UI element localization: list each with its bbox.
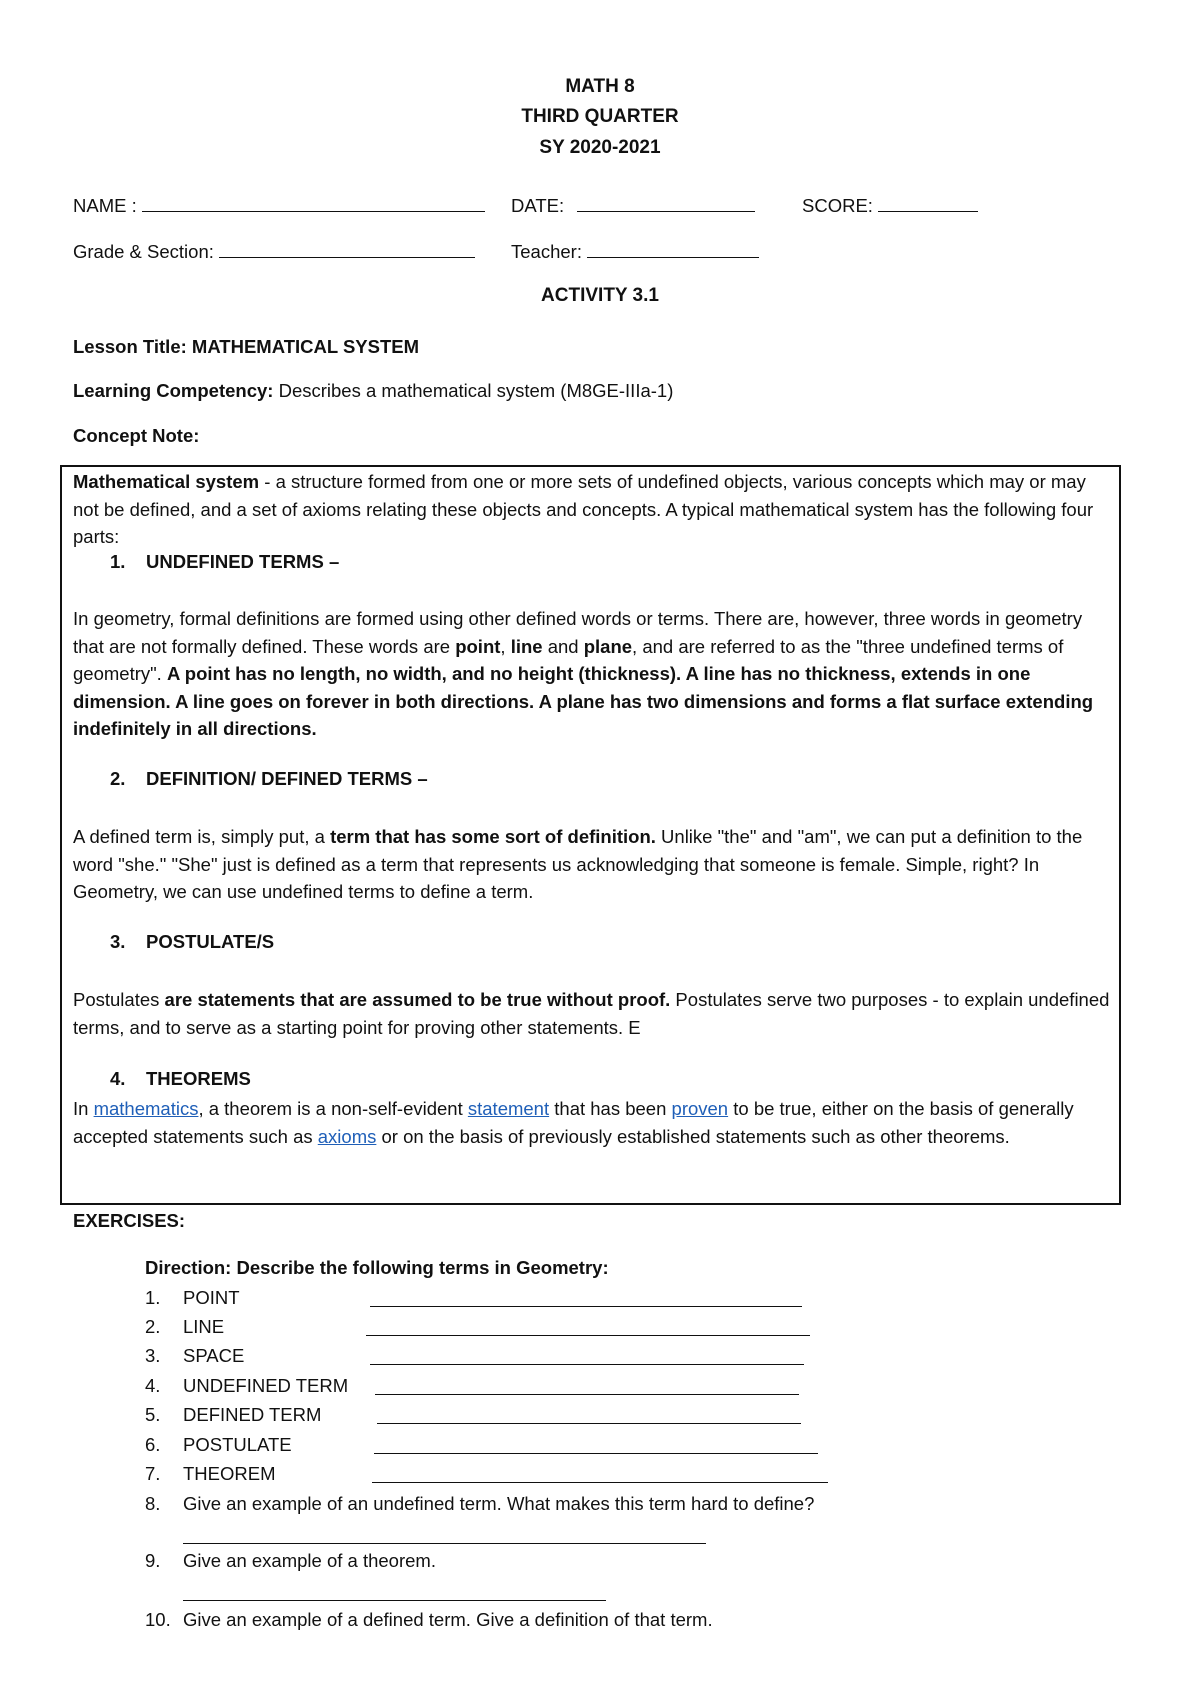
part-heading-4: 4. THEOREMS	[110, 1068, 251, 1089]
name-field[interactable]	[73, 193, 485, 217]
concept-note-label: Concept Note:	[73, 425, 200, 446]
exercise-item-2: 2. LINE	[145, 1316, 225, 1337]
term-line: line	[510, 635, 543, 657]
teacher-label: Teacher:	[511, 241, 582, 262]
undefined-terms-paragraph: In geometry, formal definitions are formed using other defined words or terms. There are, however, three words in geometry that are not formally defined. These words are point, line and plane, and are referred to as the "three undefined terms of geometry". A point has no length, no width, and no height (thickness). A line has no thickness, extends in one dimension. A line goes on forever in both directions. A plane has two dimensions and forms a flat surface extending indefinitely in all directions.	[73, 608, 1094, 739]
answer-line-3[interactable]	[370, 1364, 804, 1365]
postulate-paragraph: Postulates are statements that are assumed to be true without proof. Postulates serve two purposes - to explain undefined terms, and to serve as a starting point for proving other statements. E	[73, 989, 1110, 1038]
link-statement[interactable]: statement	[467, 1098, 550, 1119]
defined-terms-paragraph: A defined term is, simply put, a term that has some sort of definition. Unlike "the" and "am", we can put a definition to the word "she." "She" just is defined as a term that represents us acknowledging that someone is female. Simple, right? In Geometry, we can use undefined terms to define a term.	[73, 826, 1083, 902]
grade-section-label: Grade & Section:	[73, 241, 214, 262]
name-blank[interactable]	[142, 193, 485, 212]
exercise-item-4: 4. UNDEFINED TERM	[145, 1375, 349, 1396]
grade-section-blank[interactable]	[219, 239, 475, 258]
answer-line-1[interactable]	[370, 1306, 802, 1307]
quarter-title: THIRD QUARTER	[521, 106, 679, 127]
theorem-paragraph: In mathematics, a theorem is a non-self-evident statement that has been proven to be true, either on the basis of generally accepted statements such as axioms or on the basis of previously established statements such as other theorems.	[73, 1098, 1074, 1147]
date-label: DATE:	[511, 195, 565, 216]
school-year: SY 2020-2021	[539, 137, 661, 158]
exercise-item-7: 7. THEOREM	[145, 1463, 276, 1484]
link-mathematics[interactable]: mathematics	[93, 1098, 199, 1119]
teacher-blank[interactable]	[587, 239, 759, 258]
date-blank[interactable]	[577, 193, 755, 212]
answer-line-9[interactable]	[183, 1600, 606, 1601]
link-proven[interactable]: proven	[671, 1098, 729, 1119]
intro-text: - a structure formed from one or more sets of undefined objects, various concepts which may or may not be defined, and a set of axioms relating these objects and concepts. A typical mathematical system has the following four parts:	[73, 471, 1094, 547]
intro-term: Mathematical system	[73, 471, 260, 492]
competency-value: Describes a mathematical system (M8GE-IIIa-1)	[278, 380, 674, 401]
answer-line-4[interactable]	[375, 1394, 799, 1395]
date-field[interactable]	[511, 193, 755, 217]
term-plane: plane	[583, 635, 633, 657]
score-blank[interactable]	[878, 193, 978, 212]
intro-paragraph	[73, 468, 1113, 551]
activity-title: ACTIVITY 3.1	[541, 285, 659, 306]
part-heading-3: 3. POSTULATE/S	[110, 931, 275, 952]
grade-section-field[interactable]	[73, 239, 475, 263]
exercise-item-6: 6. POSTULATE	[145, 1434, 292, 1455]
lesson-title	[73, 336, 419, 358]
competency-label: Learning Competency:	[73, 380, 274, 401]
answer-line-6[interactable]	[374, 1453, 818, 1454]
exercise-item-5: 5. DEFINED TERM	[145, 1404, 322, 1425]
subject-title: MATH 8	[565, 76, 635, 97]
name-label: NAME :	[73, 195, 137, 216]
exercise-item-8: 8. Give an example of an undefined term. What makes this term hard to define?	[145, 1493, 815, 1514]
direction-text: Direction: Describe the following terms in Geometry:	[145, 1257, 609, 1278]
term-point: point	[455, 635, 501, 657]
answer-line-5[interactable]	[377, 1423, 801, 1424]
lesson-title-label: Lesson Title:	[73, 336, 187, 357]
exercise-item-9: 9. Give an example of a theorem.	[145, 1550, 436, 1571]
exercises-label: EXERCISES:	[73, 1210, 186, 1231]
part-heading-1: 1. UNDEFINED TERMS –	[110, 551, 340, 572]
learning-competency	[73, 380, 673, 402]
part-heading-2: 2. DEFINITION/ DEFINED TERMS –	[110, 768, 428, 789]
teacher-field[interactable]	[511, 239, 759, 263]
link-axioms[interactable]: axioms	[317, 1125, 377, 1147]
score-field[interactable]	[802, 193, 978, 217]
exercise-item-1: 1. POINT	[145, 1287, 240, 1308]
answer-line-2[interactable]	[366, 1335, 810, 1336]
exercise-item-10: 10. Give an example of a defined term. Give a definition of that term.	[145, 1609, 713, 1630]
exercise-item-3: 3. SPACE	[145, 1345, 245, 1366]
answer-line-7[interactable]	[372, 1482, 828, 1483]
answer-line-8[interactable]	[183, 1543, 706, 1544]
lesson-title-value: MATHEMATICAL SYSTEM	[191, 336, 420, 357]
score-label: SCORE:	[802, 195, 873, 216]
